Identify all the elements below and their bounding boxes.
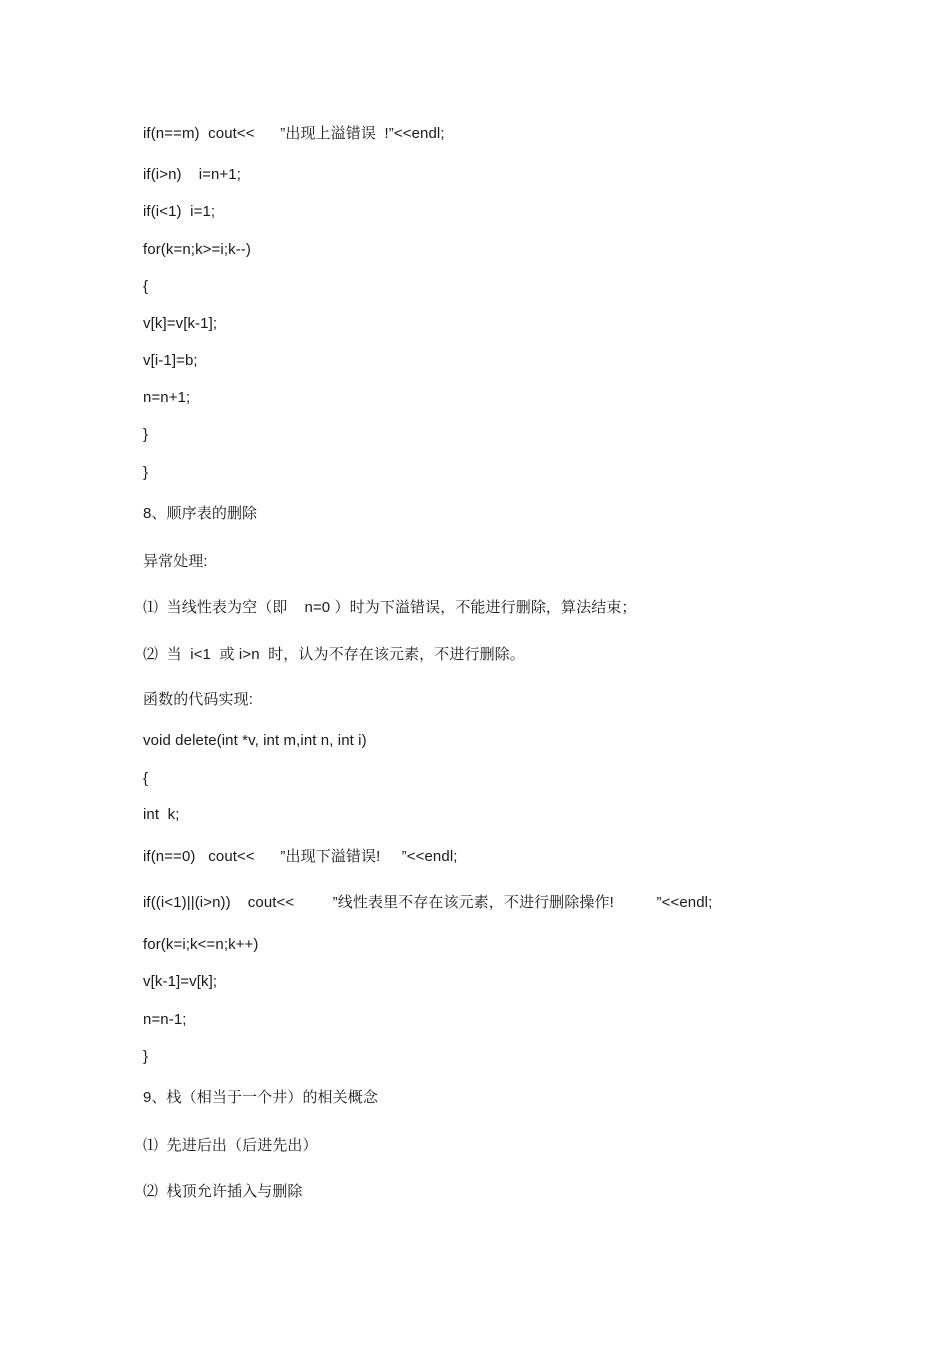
code-line: {	[143, 770, 149, 787]
code-line: v[k-1]=v[k];	[143, 973, 218, 990]
list-item: ⑴ 先进后出（后进先出）	[143, 1137, 318, 1154]
code-line: if((i<1)||(i>n)) cout<< ”线性表里不存在该元素，不进行删除操作! ”<<endl;	[143, 894, 713, 911]
section-heading: 9、栈（相当于一个井）的相关概念	[143, 1089, 378, 1106]
paragraph: 异常处理:	[143, 553, 208, 570]
code-line: n=n-1;	[143, 1011, 187, 1028]
code-line: for(k=i;k<=n;k++)	[143, 936, 259, 953]
code-line: if(n==0) cout<< ”出现下溢错误! ”<<endl;	[143, 848, 458, 865]
code-line: for(k=n;k>=i;k--)	[143, 241, 251, 258]
list-item: ⑴ 当线性表为空（即 n=0 ）时为下溢错误，不能进行删除，算法结束；	[143, 599, 637, 616]
code-line: }	[143, 426, 149, 443]
code-line: v[k]=v[k-1];	[143, 315, 218, 332]
code-line: }	[143, 1048, 149, 1065]
code-line: void delete(int *v, int m,int n, int i)	[143, 732, 367, 749]
code-line: n=n+1;	[143, 389, 191, 406]
code-line: if(n==m) cout<< ”出现上溢错误 !”<<endl;	[143, 125, 445, 142]
section-heading: 8、顺序表的删除	[143, 505, 258, 522]
code-line: v[i-1]=b;	[143, 352, 198, 369]
list-item: ⑵ 当 i<1 或 i>n 时，认为不存在该元素，不进行删除。	[143, 646, 525, 663]
code-line: }	[143, 464, 149, 481]
code-line: int k;	[143, 806, 180, 823]
code-line: if(i<1) i=1;	[143, 203, 216, 220]
paragraph: 函数的代码实现:	[143, 691, 253, 708]
code-line: if(i>n) i=n+1;	[143, 166, 241, 183]
list-item: ⑵ 栈顶允许插入与删除	[143, 1183, 303, 1200]
code-line: {	[143, 278, 149, 295]
